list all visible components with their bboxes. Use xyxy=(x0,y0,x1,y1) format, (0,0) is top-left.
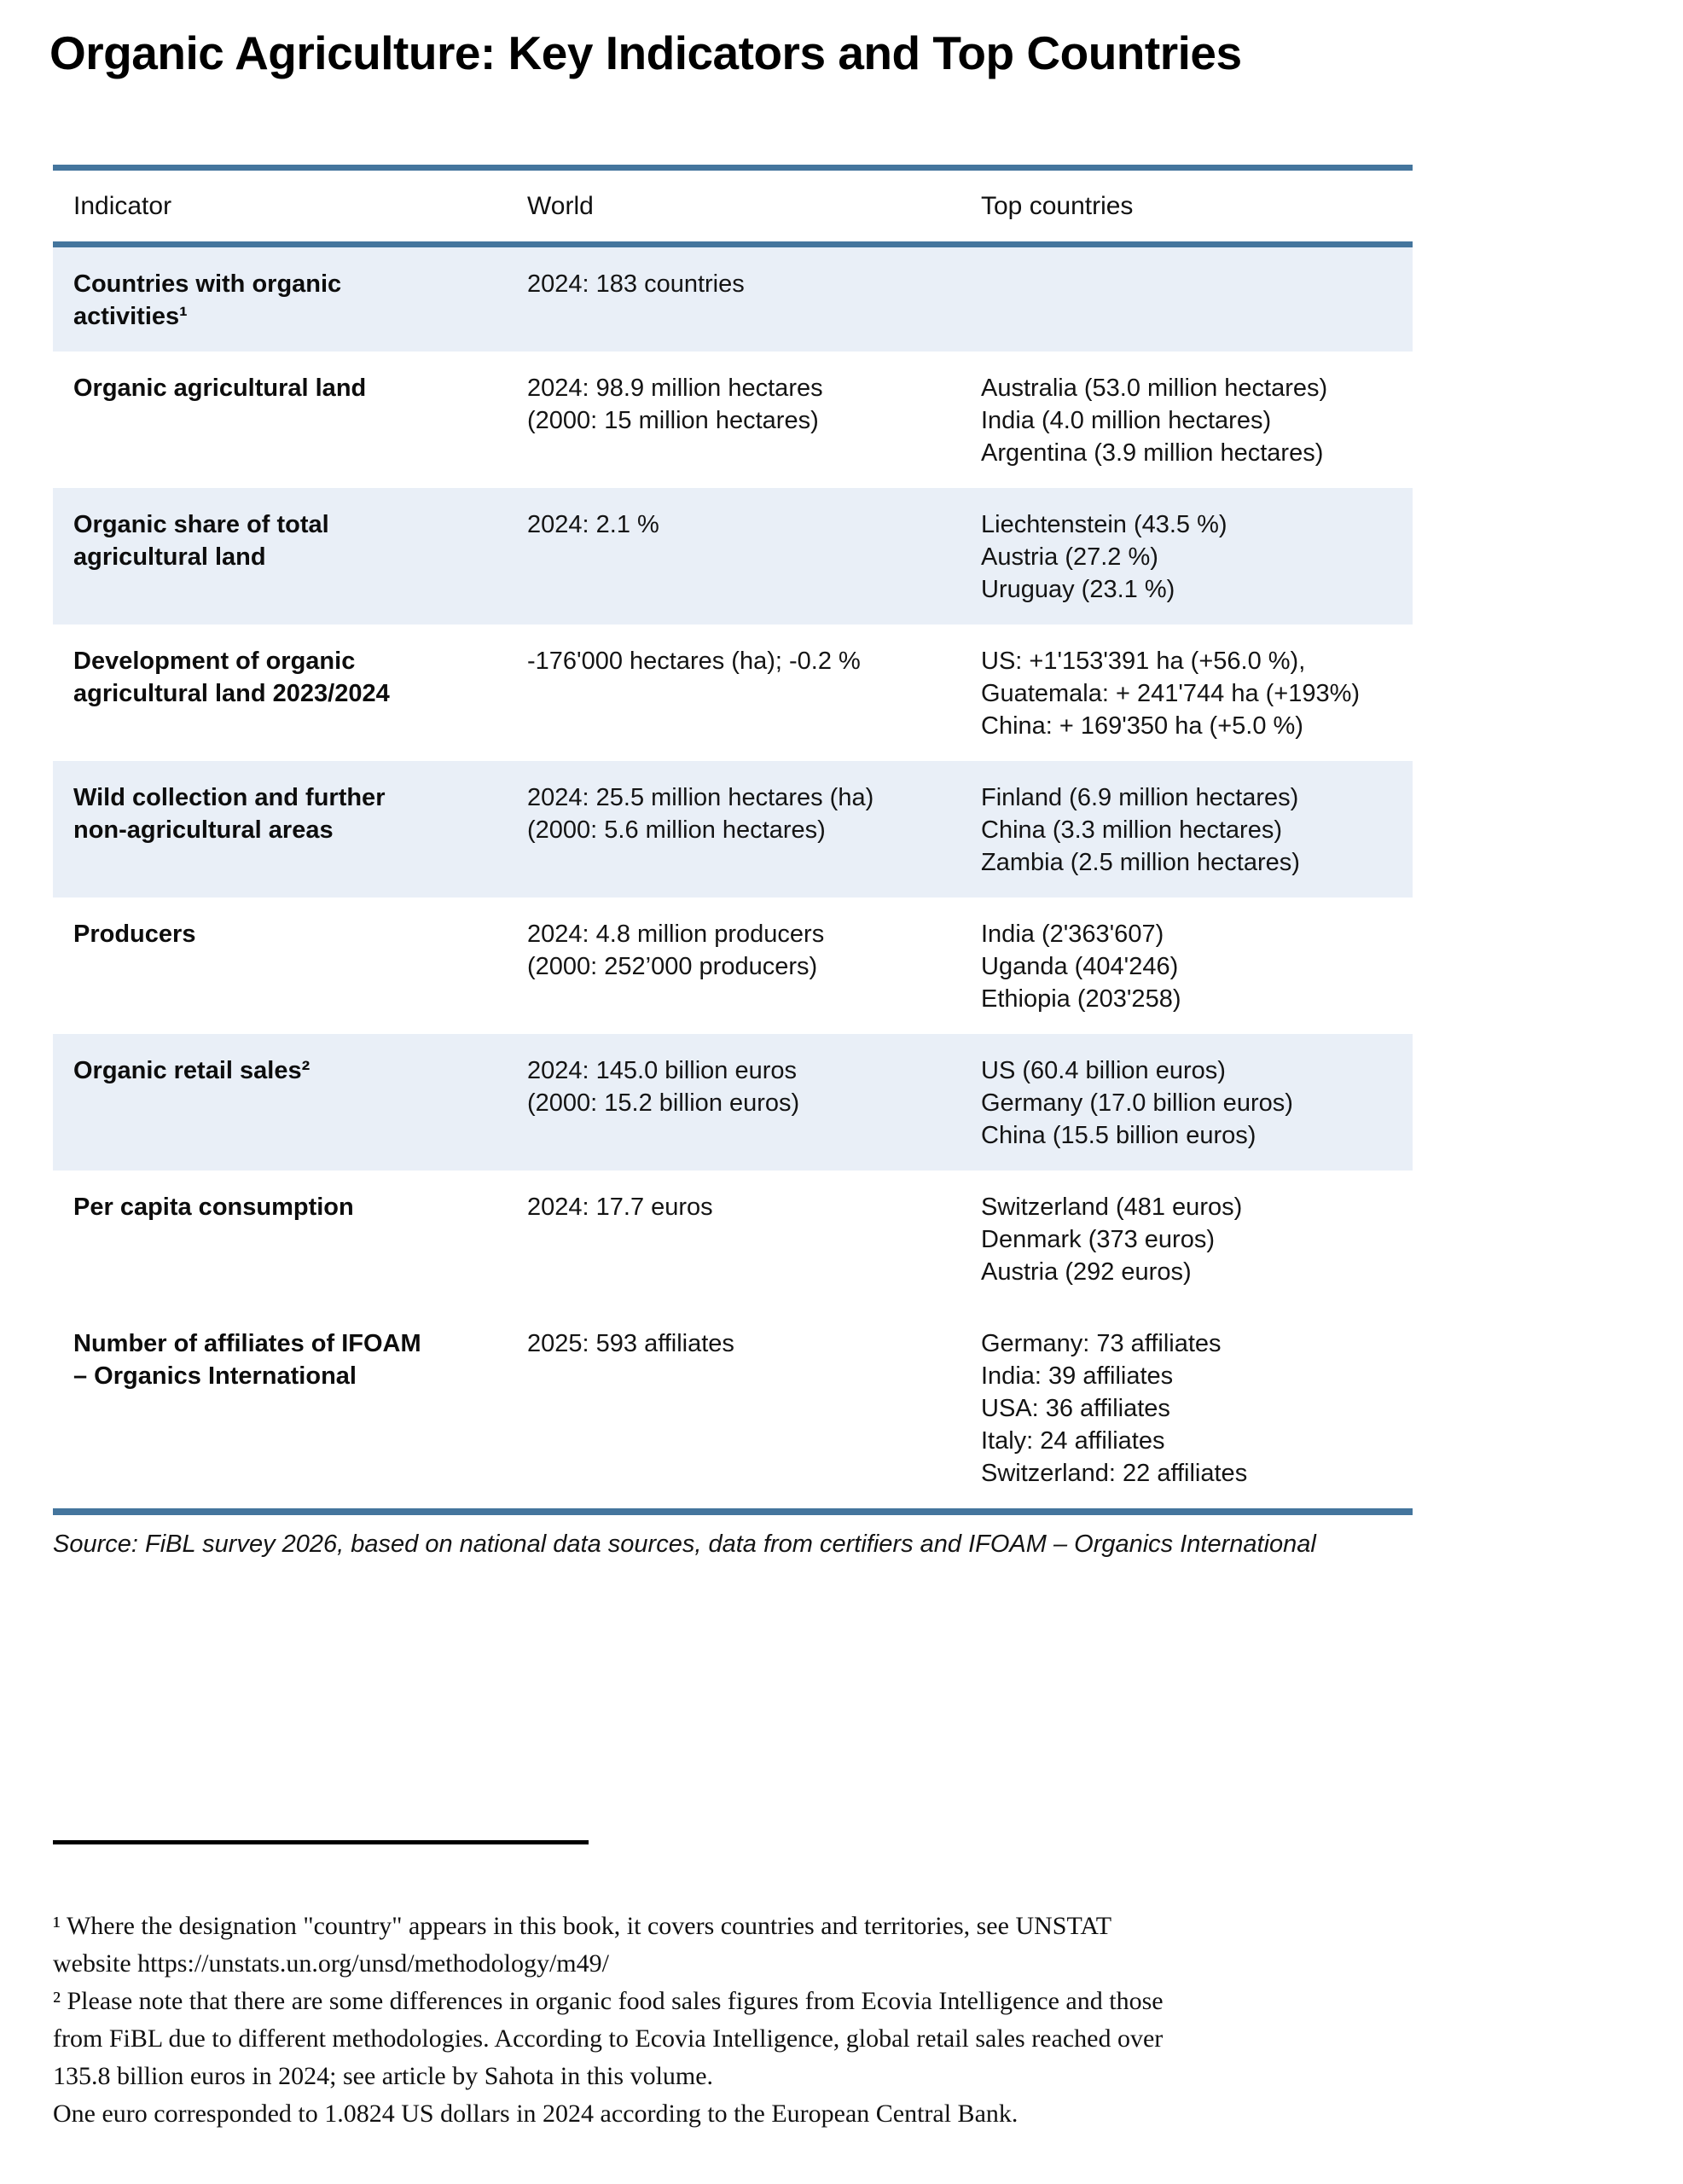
world-cell xyxy=(507,245,960,352)
footnotes xyxy=(53,1908,1486,2133)
cell-line: Per capita consumption xyxy=(73,1194,354,1221)
footnote-line: ² Please note that there are some differences in organic food sales figures from Ecovia Intelligence and those xyxy=(53,1987,1164,2015)
footnote-line: 135.8 billion euros in 2024; see article by Sahota in this volume. xyxy=(53,2062,714,2090)
top-countries-cell xyxy=(960,245,1413,352)
indicator-cell xyxy=(53,1307,507,1512)
cell-line: US (60.4 billion euros) xyxy=(981,1057,1226,1084)
table-row xyxy=(53,1170,1413,1307)
source-note: Source: FiBL survey 2026, based on national data sources, data from certifiers and IFOAM – Organics International xyxy=(53,1531,1316,1558)
cell-line: China (15.5 billion euros) xyxy=(981,1122,1256,1149)
footnote-line: from FiBL due to different methodologies. According to Ecovia Intelligence, global retail sales reached over xyxy=(53,2024,1164,2053)
cell-line: Organic retail sales² xyxy=(73,1057,310,1084)
top-countries-cell xyxy=(960,761,1413,897)
cell-line: Wild collection and further xyxy=(73,784,386,811)
cell-line: Uganda (404'246) xyxy=(981,953,1179,980)
table-row xyxy=(53,624,1413,761)
cell-line: Organic share of total xyxy=(73,511,329,538)
cell-line: non-agricultural areas xyxy=(73,816,334,844)
footnote-separator xyxy=(53,1840,589,1844)
cell-line: Switzerland (481 euros) xyxy=(981,1194,1243,1221)
footnote-line: One euro corresponded to 1.0824 US dollars in 2024 according to the European Central Bank. xyxy=(53,2100,1019,2128)
cell-line: Austria (27.2 %) xyxy=(981,543,1158,571)
indicator-cell xyxy=(53,245,507,352)
cell-line: Development of organic xyxy=(73,648,356,675)
cell-line: activities¹ xyxy=(73,303,188,330)
table-row xyxy=(53,897,1413,1034)
world-cell xyxy=(507,897,960,1034)
cell-line: (2000: 15.2 billion euros) xyxy=(527,1089,800,1117)
column-header-world: World xyxy=(507,168,960,245)
cell-line: US: +1'153'391 ha (+56.0 %), xyxy=(981,648,1306,675)
column-header-indicator: Indicator xyxy=(53,168,507,245)
page-title: Organic Agriculture: Key Indicators and Top Countries xyxy=(49,26,1242,79)
cell-line: 2025: 593 affiliates xyxy=(527,1330,734,1357)
cell-line: India (2'363'607) xyxy=(981,921,1164,948)
footnote-line: ¹ Where the designation "country" appears in this book, it covers countries and territories, see UNSTAT xyxy=(53,1912,1112,1940)
top-countries-cell xyxy=(960,488,1413,624)
cell-line: Switzerland: 22 affiliates xyxy=(981,1460,1248,1487)
cell-line: 2024: 25.5 million hectares (ha) xyxy=(527,784,874,811)
cell-line: 2024: 17.7 euros xyxy=(527,1194,713,1221)
cell-line: – Organics International xyxy=(73,1362,357,1390)
cell-line: 2024: 145.0 billion euros xyxy=(527,1057,798,1084)
cell-line: -176'000 hectares (ha); -0.2 % xyxy=(527,648,861,675)
table-row xyxy=(53,488,1413,624)
cell-line: Denmark (373 euros) xyxy=(981,1226,1215,1253)
cell-line: India: 39 affiliates xyxy=(981,1362,1174,1390)
cell-line: Organic agricultural land xyxy=(73,375,367,402)
cell-line: (2000: 252’000 producers) xyxy=(527,953,818,980)
cell-line: agricultural land xyxy=(73,543,266,571)
cell-line: Austria (292 euros) xyxy=(981,1258,1192,1286)
cell-line: Liechtenstein (43.5 %) xyxy=(981,511,1227,538)
table-wrapper xyxy=(53,165,1413,1515)
table-row xyxy=(53,245,1413,352)
table-row xyxy=(53,1034,1413,1170)
cell-line: Germany (17.0 billion euros) xyxy=(981,1089,1293,1117)
cell-line: (2000: 5.6 million hectares) xyxy=(527,816,826,844)
top-countries-cell xyxy=(960,351,1413,488)
cell-line: China (3.3 million hectares) xyxy=(981,816,1282,844)
cell-line: Number of affiliates of IFOAM xyxy=(73,1330,421,1357)
world-cell xyxy=(507,761,960,897)
world-cell xyxy=(507,624,960,761)
column-header-top-countries: Top countries xyxy=(960,168,1413,245)
indicator-cell xyxy=(53,488,507,624)
indicator-cell xyxy=(53,1170,507,1307)
cell-line: 2024: 98.9 million hectares xyxy=(527,375,823,402)
indicator-cell xyxy=(53,1034,507,1170)
indicator-cell xyxy=(53,351,507,488)
table-row xyxy=(53,351,1413,488)
cell-line: Uruguay (23.1 %) xyxy=(981,576,1175,603)
cell-line: Countries with organic xyxy=(73,270,342,298)
table-row xyxy=(53,1307,1413,1512)
cell-line: Finland (6.9 million hectares) xyxy=(981,784,1299,811)
indicator-cell xyxy=(53,761,507,897)
cell-line: Zambia (2.5 million hectares) xyxy=(981,849,1300,876)
world-cell xyxy=(507,1170,960,1307)
header-row xyxy=(53,168,1413,245)
top-countries-cell xyxy=(960,624,1413,761)
footnote-line: website https://unstats.un.org/unsd/methodology/m49/ xyxy=(53,1949,609,1978)
world-cell xyxy=(507,1307,960,1512)
world-cell xyxy=(507,488,960,624)
top-countries-cell xyxy=(960,1034,1413,1170)
table-row xyxy=(53,761,1413,897)
indicator-cell xyxy=(53,897,507,1034)
cell-line: Australia (53.0 million hectares) xyxy=(981,375,1328,402)
cell-line: 2024: 183 countries xyxy=(527,270,745,298)
top-countries-cell xyxy=(960,1307,1413,1512)
cell-line: Germany: 73 affiliates xyxy=(981,1330,1222,1357)
top-countries-cell xyxy=(960,897,1413,1034)
cell-line: Ethiopia (203'258) xyxy=(981,985,1181,1013)
world-cell xyxy=(507,1034,960,1170)
cell-line: Argentina (3.9 million hectares) xyxy=(981,439,1324,467)
cell-line: USA: 36 affiliates xyxy=(981,1395,1170,1422)
cell-line: 2024: 4.8 million producers xyxy=(527,921,825,948)
cell-line: Guatemala: + 241'744 ha (+193%) xyxy=(981,680,1361,707)
table-header xyxy=(53,168,1413,245)
table-body xyxy=(53,245,1413,1513)
cell-line: Italy: 24 affiliates xyxy=(981,1427,1165,1455)
cell-line: (2000: 15 million hectares) xyxy=(527,407,819,434)
indicator-cell xyxy=(53,624,507,761)
cell-line: 2024: 2.1 % xyxy=(527,511,659,538)
cell-line: China: + 169'350 ha (+5.0 %) xyxy=(981,712,1303,740)
cell-line: India (4.0 million hectares) xyxy=(981,407,1272,434)
world-cell xyxy=(507,351,960,488)
cell-line: agricultural land 2023/2024 xyxy=(73,680,390,707)
indicators-table xyxy=(53,165,1413,1515)
cell-line: Producers xyxy=(73,921,196,948)
top-countries-cell xyxy=(960,1170,1413,1307)
